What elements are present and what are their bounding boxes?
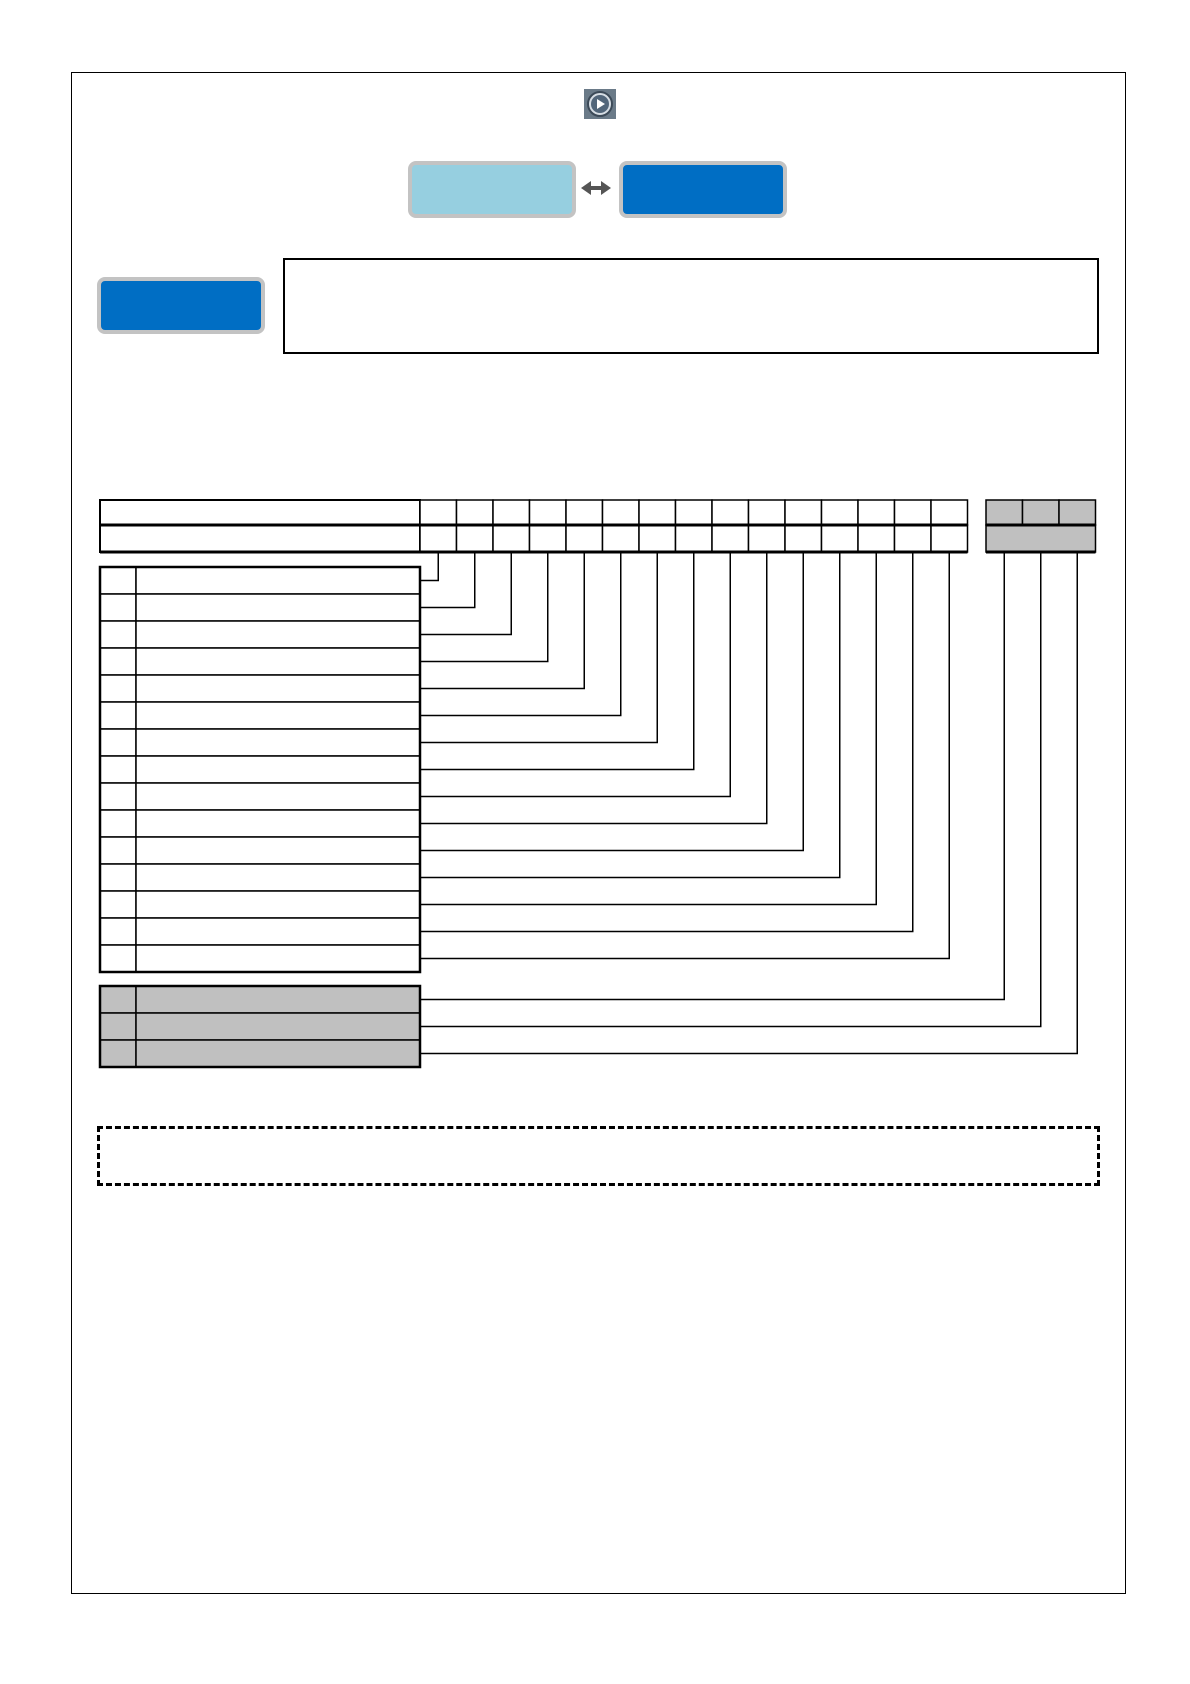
bit-header-cell [895, 500, 932, 525]
bit-value-cell [858, 525, 895, 552]
bit-row-label-cell [136, 945, 420, 972]
extra-connector-line [420, 552, 1004, 1000]
bit-value-cell [822, 525, 859, 552]
extra-row-label-cell [136, 986, 420, 1013]
extra-header-cell [1059, 500, 1096, 525]
bit-header-cell [785, 500, 822, 525]
bit-value-cell [566, 525, 603, 552]
bit-row-label-cell [136, 783, 420, 810]
bit-value-cell [603, 525, 640, 552]
bit-row-label-cell [136, 567, 420, 594]
bit-row-label-cell [136, 594, 420, 621]
bit-connector-line [420, 552, 876, 905]
bit-row-number-cell [100, 567, 136, 594]
bit-row-label-cell [136, 756, 420, 783]
bit-row-label-cell [136, 864, 420, 891]
extra-connector-line [420, 552, 1077, 1054]
bit-header-cell [603, 500, 640, 525]
value-label-cell [100, 525, 420, 552]
extra-header-cell [986, 500, 1023, 525]
bit-row-number-cell [100, 648, 136, 675]
bit-row-label-cell [136, 810, 420, 837]
bit-row-number-cell [100, 837, 136, 864]
bit-value-cell [895, 525, 932, 552]
bit-row-number-cell [100, 945, 136, 972]
bit-value-cell [420, 525, 457, 552]
bit-value-cell [785, 525, 822, 552]
bit-connector-line [420, 552, 730, 797]
bit-header-cell [566, 500, 603, 525]
bit-row-number-cell [100, 918, 136, 945]
bit-header-cell [858, 500, 895, 525]
extra-row-label-cell [136, 1013, 420, 1040]
bit-header-cell [457, 500, 494, 525]
bit-header-cell [530, 500, 567, 525]
bit-connector-line [420, 552, 584, 689]
bit-value-cell [712, 525, 749, 552]
bit-connector-line [420, 552, 949, 959]
bit-row-number-cell [100, 621, 136, 648]
bit-row-label-cell [136, 621, 420, 648]
bit-row-label-cell [136, 702, 420, 729]
bit-row-label-cell [136, 648, 420, 675]
bit-row-number-cell [100, 891, 136, 918]
bit-row-number-cell [100, 864, 136, 891]
bit-row-label-cell [136, 918, 420, 945]
bit-row-number-cell [100, 675, 136, 702]
bit-header-cell [931, 500, 968, 525]
bit-row-number-cell [100, 729, 136, 756]
bit-row-label-cell [136, 891, 420, 918]
bit-value-cell [493, 525, 530, 552]
note-box [97, 1126, 1100, 1186]
extra-value-cell [986, 525, 1096, 552]
bit-header-cell [676, 500, 713, 525]
bit-value-cell [931, 525, 968, 552]
extra-row-number-cell [100, 1013, 136, 1040]
bit-connector-line [420, 552, 657, 743]
bit-row-number-cell [100, 810, 136, 837]
bit-value-cell [457, 525, 494, 552]
bit-header-cell [822, 500, 859, 525]
bit-row-number-cell [100, 594, 136, 621]
bit-value-cell [530, 525, 567, 552]
bit-header-cell [639, 500, 676, 525]
bit-header-cell [749, 500, 786, 525]
bit-header-cell [493, 500, 530, 525]
extra-row-number-cell [100, 1040, 136, 1067]
bit-row-label-cell [136, 837, 420, 864]
extra-row-number-cell [100, 986, 136, 1013]
extra-header-cell [1023, 500, 1060, 525]
bit-value-cell [676, 525, 713, 552]
header-label-cell [100, 500, 420, 525]
bit-row-number-cell [100, 702, 136, 729]
bit-connector-line [420, 552, 438, 581]
bit-row-label-cell [136, 729, 420, 756]
bit-row-number-cell [100, 783, 136, 810]
bit-connector-line [420, 552, 511, 635]
bit-connector-line [420, 552, 803, 851]
bit-header-cell [712, 500, 749, 525]
bit-header-cell [420, 500, 457, 525]
bit-row-number-cell [100, 756, 136, 783]
bit-value-cell [639, 525, 676, 552]
extra-row-label-cell [136, 1040, 420, 1067]
bit-row-label-cell [136, 675, 420, 702]
bit-value-cell [749, 525, 786, 552]
